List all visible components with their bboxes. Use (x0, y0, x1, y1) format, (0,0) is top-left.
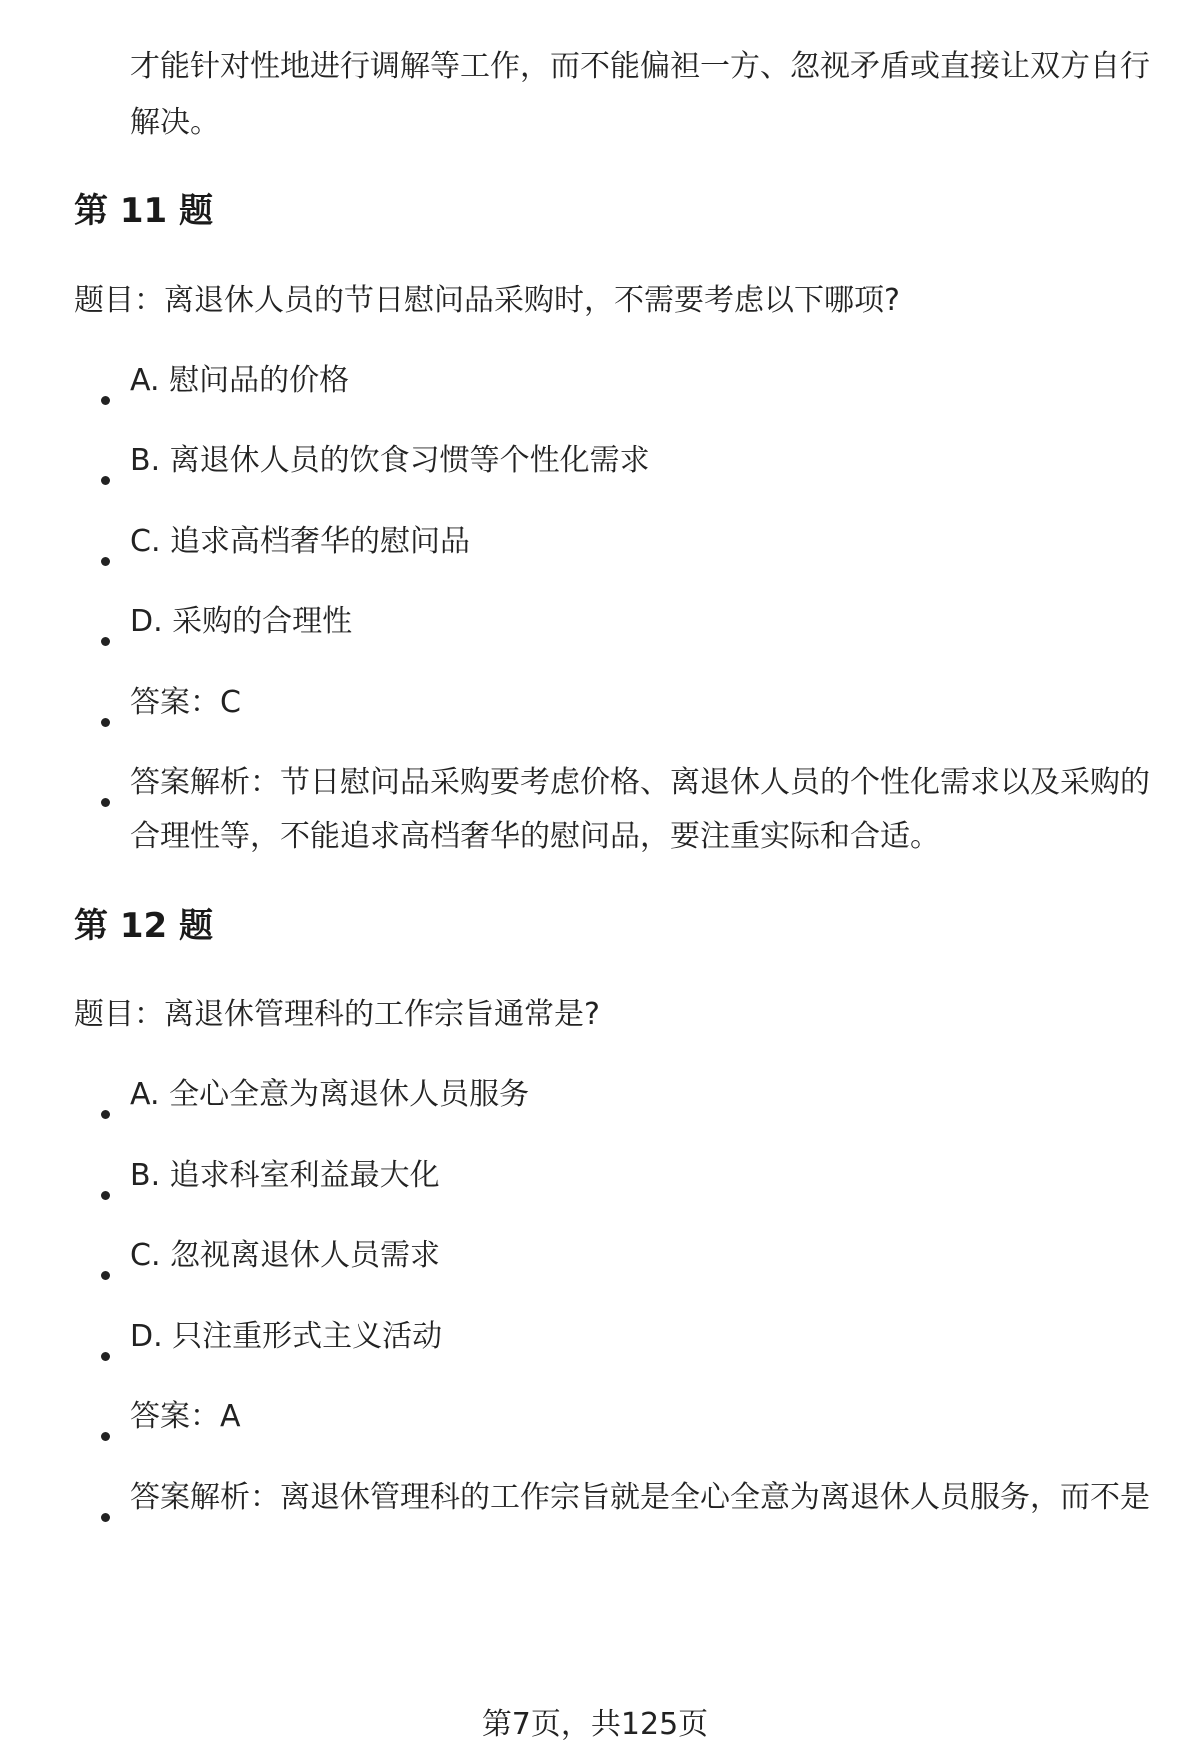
bullet-icon (101, 1110, 110, 1119)
q11-analysis-line-2: 合理性等，不能追求高档奢华的慰问品，要注重实际和合适。 (130, 819, 940, 854)
question-11-text: 题目：离退休人员的节日慰问品采购时，不需要考虑以下哪项? (74, 283, 900, 318)
q12-option-d: D. 只注重形式主义活动 (130, 1319, 443, 1354)
q12-option-a: A. 全心全意为离退休人员服务 (130, 1077, 530, 1112)
q11-option-b: B. 离退休人员的饮食习惯等个性化需求 (130, 443, 650, 478)
question-12-text: 题目：离退休管理科的工作宗旨通常是? (74, 997, 600, 1032)
q12-option-b: B. 追求科室利益最大化 (130, 1158, 440, 1193)
bullet-icon (101, 1432, 110, 1441)
q11-option-d: D. 采购的合理性 (130, 604, 353, 639)
q12-option-c: C. 忽视离退休人员需求 (130, 1238, 441, 1273)
bullet-icon (101, 798, 110, 807)
q11-analysis-line-1: 答案解析：节日慰问品采购要考虑价格、离退休人员的个性化需求以及采购的 (130, 765, 1150, 800)
bullet-icon (101, 557, 110, 566)
q11-option-c: C. 追求高档奢华的慰问品 (130, 524, 471, 559)
intro-text-line-1: 才能针对性地进行调解等工作，而不能偏袒一方、忽视矛盾或直接让双方自行 (130, 49, 1150, 84)
bullet-icon (101, 1513, 110, 1522)
bullet-icon (101, 637, 110, 646)
page-number-footer: 第7页，共125页 (481, 1707, 709, 1742)
bullet-icon (101, 1352, 110, 1361)
q12-analysis-line-1: 答案解析：离退休管理科的工作宗旨就是全心全意为离退休人员服务，而不是 (130, 1480, 1150, 1515)
intro-text-line-2: 解决。 (130, 105, 220, 140)
question-11-heading: 第 11 题 (74, 191, 213, 231)
bullet-icon (101, 396, 110, 405)
q11-option-a: A. 慰问品的价格 (130, 363, 350, 398)
bullet-icon (101, 1271, 110, 1280)
q12-answer: 答案：A (130, 1399, 241, 1434)
question-12-heading: 第 12 题 (74, 906, 213, 946)
bullet-icon (101, 476, 110, 485)
bullet-icon (101, 1191, 110, 1200)
q11-answer: 答案：C (130, 685, 241, 720)
bullet-icon (101, 718, 110, 727)
